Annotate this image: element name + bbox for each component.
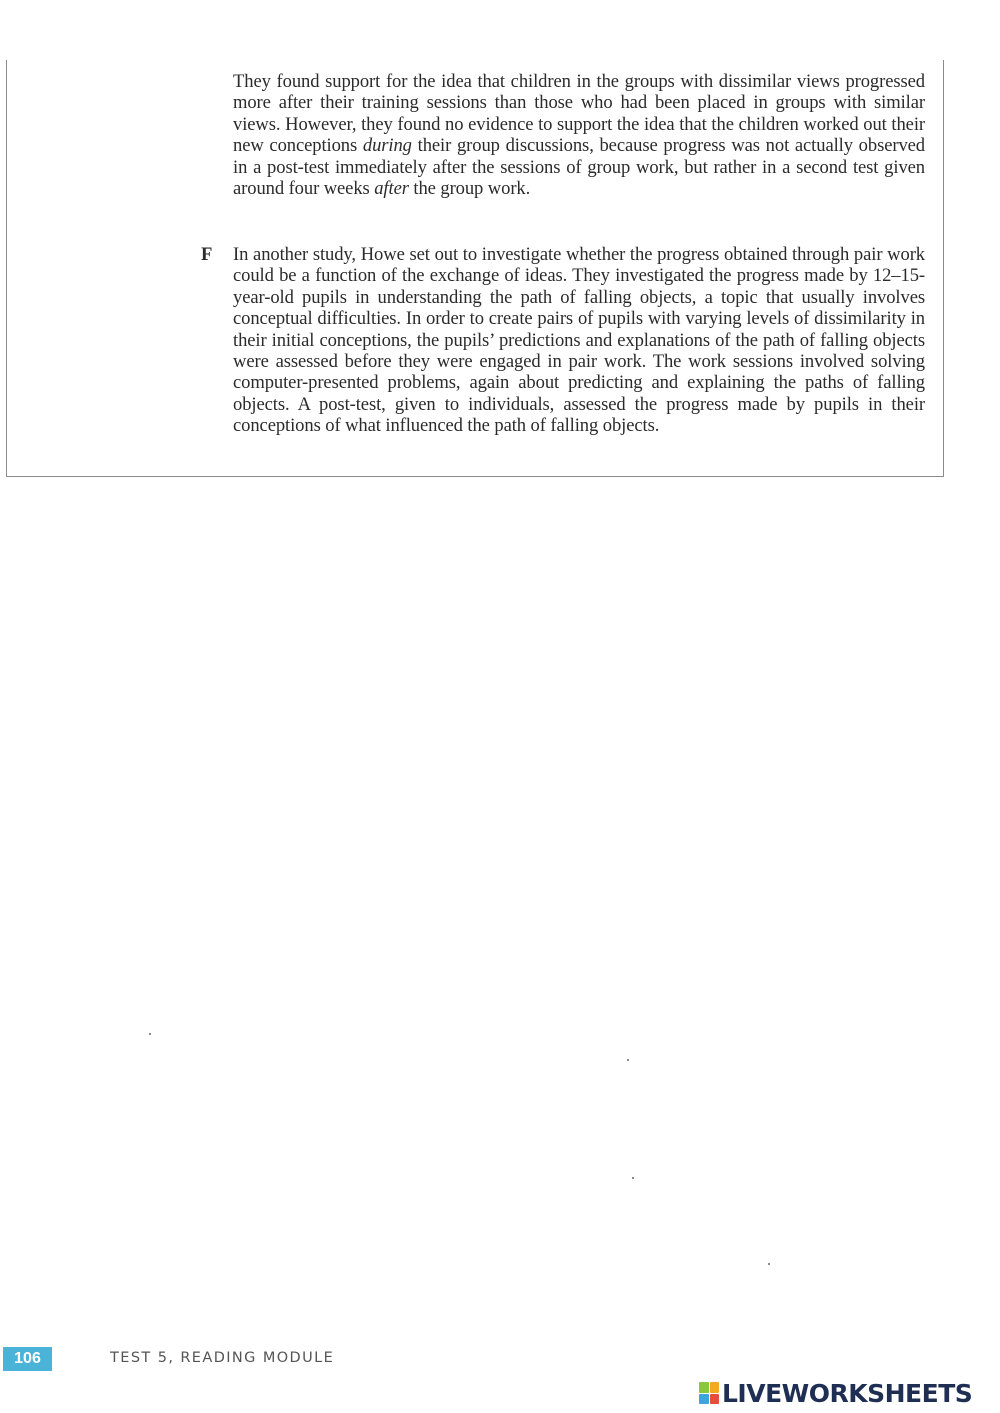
- watermark-text: LIVEWORKSHEETS: [722, 1378, 973, 1408]
- text-run: the group work.: [408, 178, 531, 200]
- scan-speck: [149, 1033, 151, 1035]
- italic-emphasis: during: [362, 135, 412, 157]
- running-footer-title: TEST 5, READING MODULE: [110, 1350, 335, 1366]
- logo-tile: [710, 1394, 720, 1405]
- passage-paragraph-f: In another study, Howe set out to investigate whether the progress obtained through pair work could be a function of the exchange of ideas. They investigated the progress made by 12–15-year-old pupils in understanding the path of falling objects, a topic that usually involves conceptual difficulties. In order to create pairs of pupils with varying levels of dissimilarity in their initial conceptions, the pupils’ predictions and explanations of the path of falling objects were assessed before they were engaged in pair work. The work sessions involved solving computer-presented problems, again about predicting and explaining the paths of falling objects. A post-test, given to individuals, assessed the progress made by pupils in their conceptions of what influenced the path of falling objects.: [233, 244, 925, 437]
- text-run: They found support for the idea that children in the groups with dissimilar views progressed more after their training sessions than those who had been placed in groups with similar views. However, they found no evidence to support the idea that the children worked out their new conceptions: [233, 71, 925, 157]
- passage-paragraph-continuation: [233, 71, 925, 199]
- logo-tile: [699, 1382, 709, 1393]
- scan-speck: [632, 1177, 634, 1179]
- paragraph-letter-f: F: [201, 244, 213, 265]
- liveworksheets-watermark: [699, 1377, 972, 1409]
- scan-speck: [627, 1059, 629, 1061]
- page-number: 106: [3, 1347, 52, 1371]
- logo-tile: [699, 1394, 709, 1405]
- text-run: their group discussions, because progress was not actually observed in a post-test immediately after the sessions of group work, but rather in a second test given around four weeks: [233, 135, 925, 200]
- scan-speck: [768, 1263, 770, 1265]
- italic-emphasis: after: [374, 178, 409, 200]
- logo-tile: [710, 1382, 720, 1393]
- liveworksheets-logo-icon: [699, 1382, 719, 1404]
